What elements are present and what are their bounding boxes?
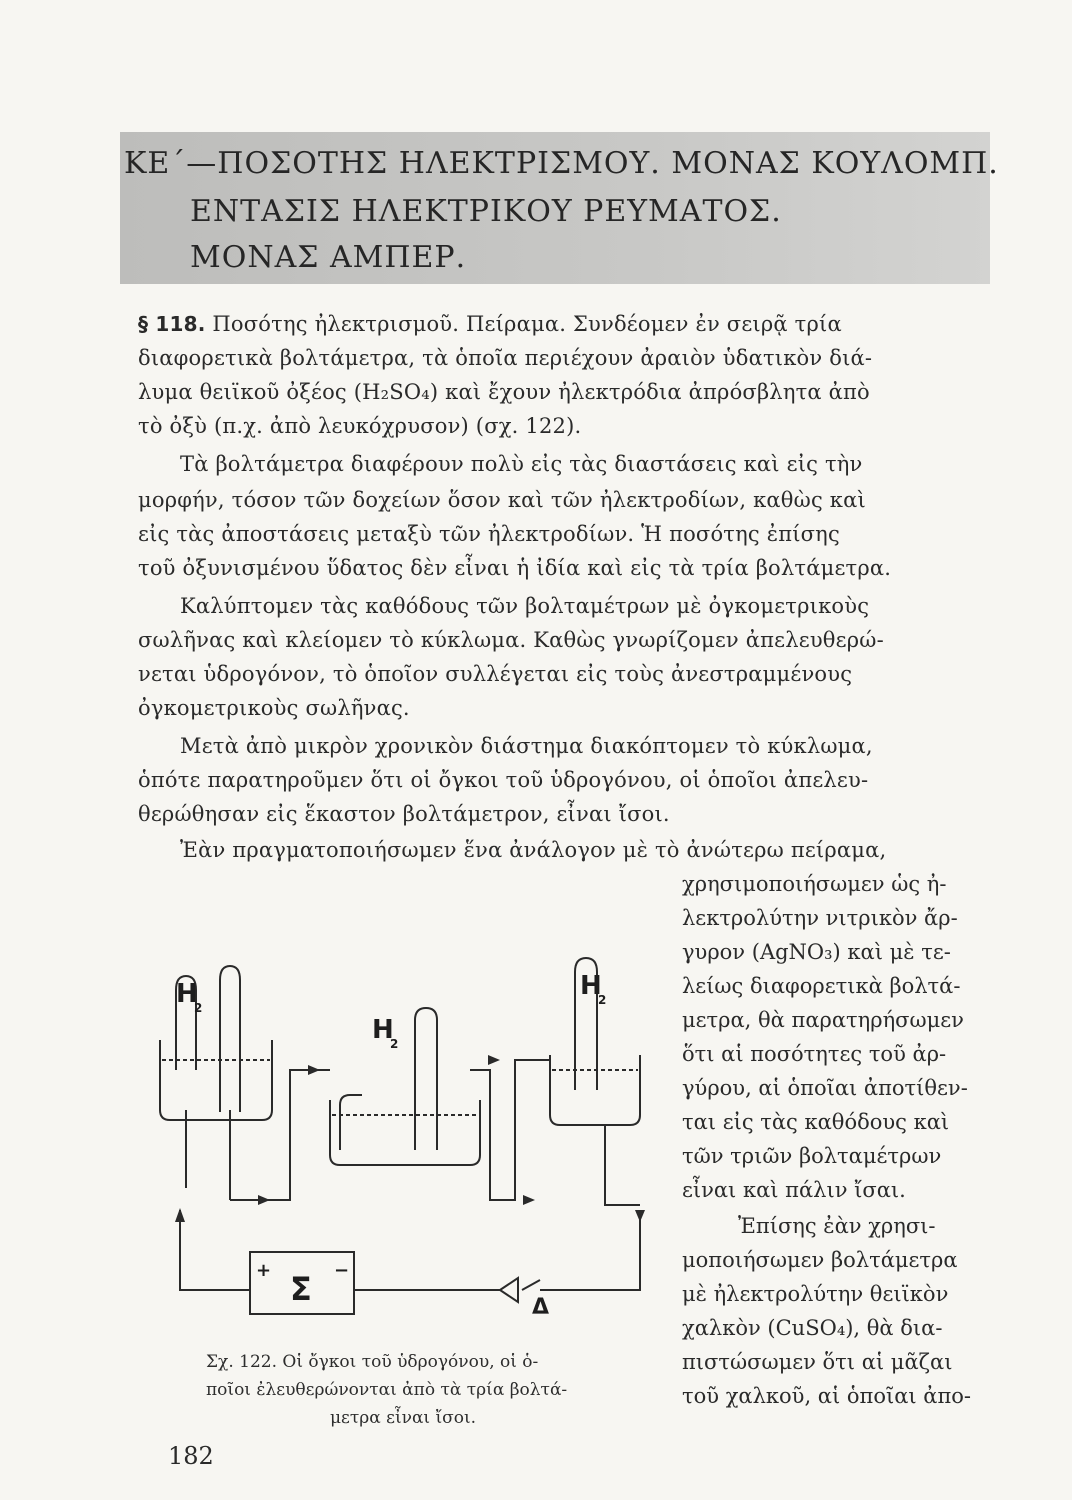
- hydrogen-label-1: H: [176, 979, 198, 1009]
- battery-minus-sign: −: [334, 1260, 350, 1281]
- hydrogen-label-2-sub: 2: [390, 1037, 399, 1051]
- figure-caption-line: μετρα εἶναι ἴσοι.: [330, 1408, 477, 1428]
- body-line: νεται ὑδρογόνον, τὸ ὁποῖον συλλέγεται εἰς τοὺς ἀνεστραμμένους: [138, 662, 853, 686]
- current-arrow-left: [175, 1208, 185, 1222]
- body-line: Καλύπτομεν τὰς καθόδους τῶν βολταμέτρων μὲ ὀγκομετρικοὺς: [180, 594, 870, 618]
- body-line: Μετὰ ἀπὸ μικρὸν χρονικὸν διάστημα διακόπτομεν τὸ κύκλωμα,: [180, 734, 873, 758]
- body-line: σωλῆνας καὶ κλείομεν τὸ κύκλωμα. Καθὼς γνωρίζομεν ἀπελευθερώ-: [138, 628, 884, 652]
- current-arrow-right: [635, 1210, 645, 1222]
- body-line: λυμα θειϊκοῦ ὀξέος (H₂SO₄) καὶ ἔχουν ἠλεκτρόδια ἀπρόσβλητα ἀπὸ: [138, 380, 870, 404]
- body-line: τοῦ ὀξυνισμένου ὕδατος δὲν εἶναι ἡ ἰδία καὶ εἰς τὰ τρία βολτάμετρα.: [138, 556, 892, 580]
- side-text-line: πιστώσωμεν ὅτι αἱ μᾶζαι: [682, 1350, 953, 1374]
- section-number: § 118.: [138, 312, 206, 336]
- current-arrow-2: [488, 1055, 500, 1065]
- current-arrow-3: [258, 1195, 270, 1205]
- side-text-line: εἶναι καὶ πάλιν ἴσαι.: [682, 1178, 906, 1202]
- body-line: ὁπότε παρατηροῦμεν ὅτι οἱ ὄγκοι τοῦ ὑδρογόνου, οἱ ὁποῖοι ἀπελευ-: [138, 768, 869, 792]
- body-line: εἰς τὰς ἀποστάσεις μεταξὺ τῶν ἠλεκτροδίων. Ἡ ποσότης ἐπίσης: [138, 522, 840, 546]
- hydrogen-label-3: H: [580, 971, 602, 1001]
- battery-plus-sign: +: [256, 1260, 272, 1281]
- section-lead: Συνδέομεν ἐν σειρᾷ τρία: [572, 312, 842, 336]
- voltameter-3-vessel: [550, 1055, 640, 1125]
- body-line: ὀγκομετρικοὺς σωλῆνας.: [138, 696, 410, 720]
- chapter-heading-line-3: ΜΟΝΑΣ ΑΜΠΕΡ.: [190, 240, 467, 275]
- current-arrow-1: [308, 1065, 320, 1075]
- side-text-line: λείως διαφορετικὰ βολτά-: [682, 974, 961, 998]
- side-text-line: ται εἰς τὰς καθόδους καὶ: [682, 1110, 950, 1134]
- body-line: διαφορετικὰ βολτάμετρα, τὰ ὁποῖα περιέχουν ἀραιὸν ὑδατικὸν διά-: [138, 346, 873, 370]
- chapter-heading-line-2: ΕΝΤΑΣΙΣ ΗΛΕΚΤΡΙΚΟΥ ΡΕΥΜΑΤΟΣ.: [190, 194, 782, 229]
- body-line: Ἐὰν πραγματοποιήσωμεν ἕνα ἀνάλογον μὲ τὸ ἀνώτερω πείραμα,: [180, 838, 887, 862]
- body-line: Τὰ βολτάμετρα διαφέρουν πολὺ εἰς τὰς διαστάσεις καὶ εἰς τὴν: [180, 452, 863, 476]
- body-line: τὸ ὀξὺ (π.χ. ἀπὸ λευκόχρυσον) (σχ. 122).: [138, 414, 582, 438]
- section-heading-line: [138, 312, 842, 336]
- battery-sigma-label: Σ: [290, 1270, 312, 1308]
- side-text-line: τοῦ χαλκοῦ, αἱ ὁποῖαι ἀπο-: [682, 1384, 972, 1408]
- hydrogen-label-2: H: [372, 1015, 394, 1045]
- side-text-line: γυρον (AgNO₃) καὶ μὲ τε-: [682, 940, 951, 964]
- side-text-line: μὲ ἠλεκτρολύτην θειϊκὸν: [682, 1282, 949, 1306]
- side-text-line: ὅτι αἱ ποσότητες τοῦ ἀρ-: [682, 1042, 947, 1066]
- hydrogen-label-1-sub: 2: [194, 1001, 203, 1015]
- current-arrow-4: [523, 1195, 535, 1205]
- side-text-line: Ἐπίσης ἐὰν χρησι-: [738, 1214, 936, 1238]
- side-text-line: τῶν τριῶν βολταμέτρων: [682, 1144, 942, 1168]
- side-text-line: χαλκὸν (CuSO₄), θὰ δια-: [682, 1316, 943, 1340]
- voltameter-2-vessel: [330, 1100, 480, 1165]
- side-text-line: χρησιμοποιήσωμεν ὡς ἠ-: [682, 872, 947, 896]
- figure-caption-line: Σχ. 122. Οἱ ὄγκοι τοῦ ὑδρογόνου, οἱ ὁ-: [206, 1352, 539, 1372]
- voltameter-1-tube-2: [220, 966, 240, 1112]
- side-text-line: λεκτρολύτην νιτρικὸν ἄρ-: [682, 906, 958, 930]
- figure-caption-line: ποῖοι ἐλευθερώνονται ἀπὸ τὰ τρία βολτά-: [206, 1380, 568, 1400]
- body-line: μορφήν, τόσον τῶν δοχείων ὅσον καὶ τῶν ἠλεκτροδίων, καθὼς καὶ: [138, 488, 866, 512]
- voltameter-2-tube: [415, 1008, 437, 1150]
- side-text-line: μετρα, θὰ παρατηρήσωμεν: [682, 1008, 964, 1032]
- switch-label: Δ: [532, 1295, 550, 1320]
- voltameter-figure: [140, 950, 680, 1320]
- side-text-line: γύρου, αἱ ὁποῖαι ἀποτίθεν-: [682, 1076, 968, 1100]
- page-number: 182: [168, 1442, 214, 1470]
- side-text-line: μοποιήσωμεν βολτάμετρα: [682, 1248, 958, 1272]
- body-line: θερώθησαν εἰς ἕκαστον βολτάμετρον, εἶναι ἴσοι.: [138, 802, 670, 826]
- section-title: Ποσότης ἠλεκτρισμοῦ. Πείραμα.: [212, 312, 567, 336]
- chapter-heading-line-1: ΚΕ΄—ΠΟΣΟΤΗΣ ΗΛΕΚΤΡΙΣΜΟΥ. ΜΟΝΑΣ ΚΟΥΛΟΜΠ.: [124, 146, 999, 181]
- hydrogen-label-3-sub: 2: [598, 993, 607, 1007]
